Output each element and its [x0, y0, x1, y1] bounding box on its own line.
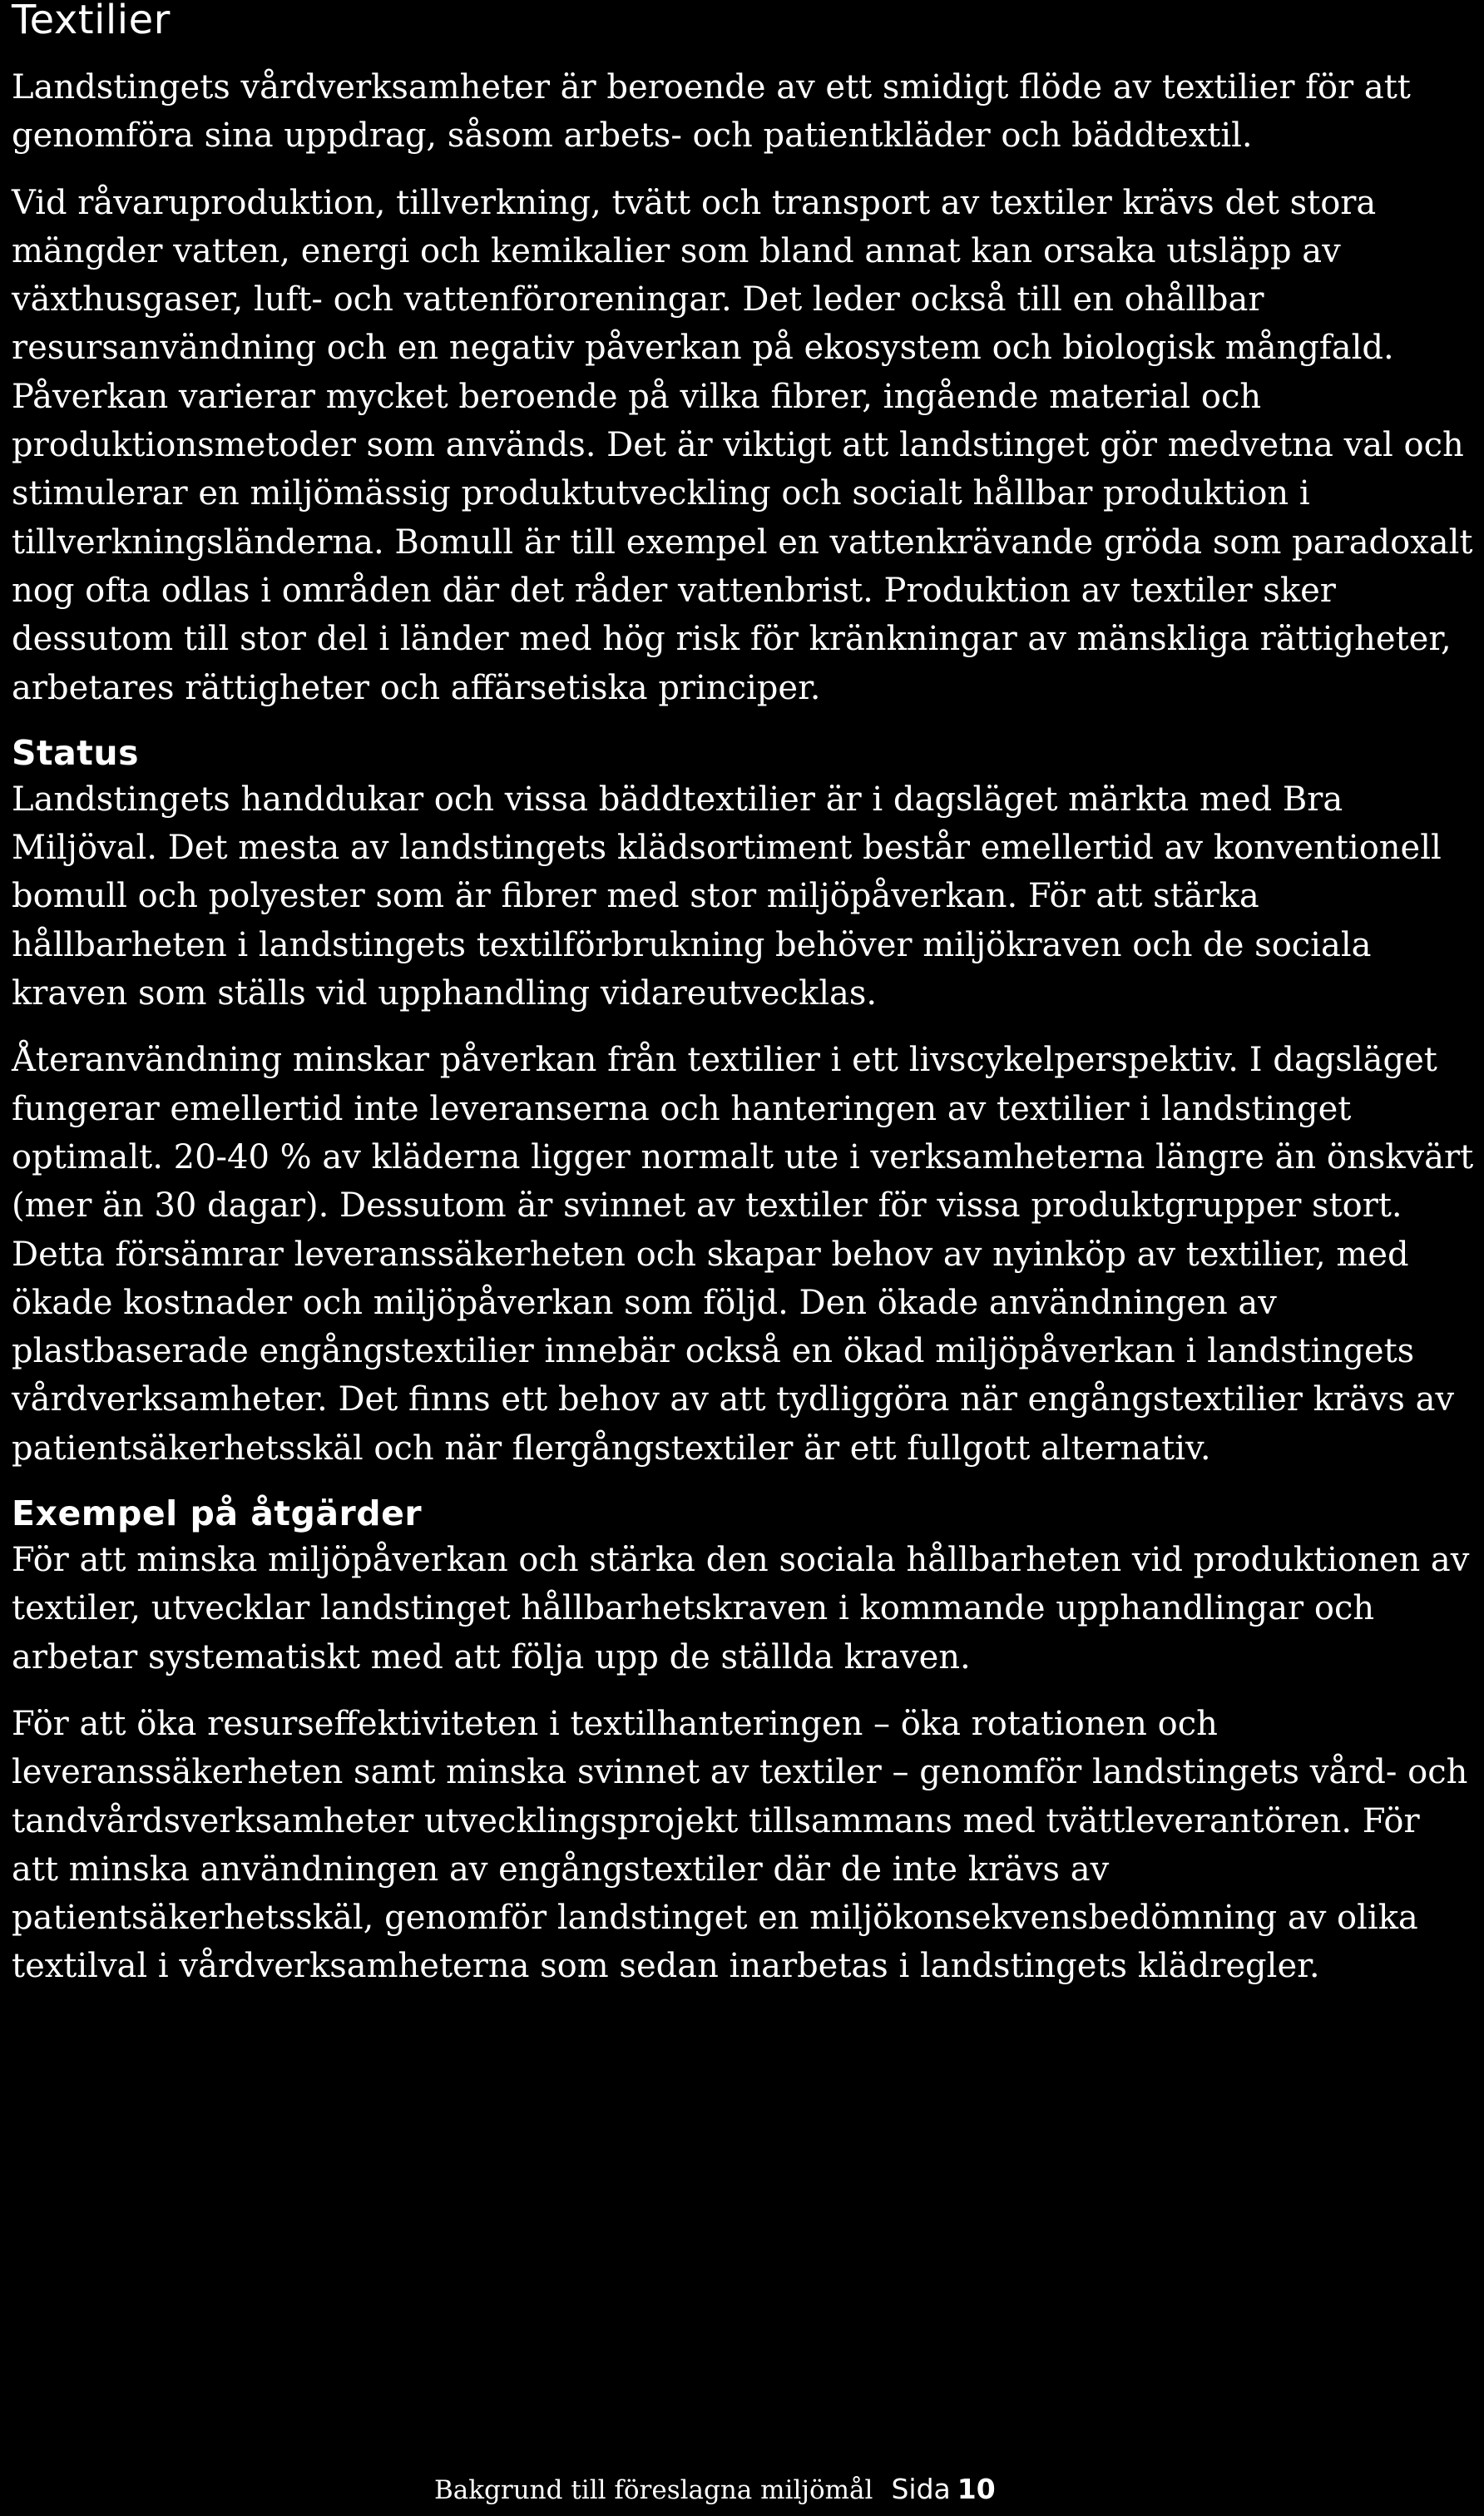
actions-heading: Exempel på åtgärder: [12, 1493, 423, 1534]
page-footer: [0, 2469, 1484, 2516]
footer-inner: [434, 2469, 996, 2510]
status-paragraph-1: Landstingets handdukar och vissa bäddtextilier är i dagsläget märkta med Bra Miljöval. Det mesta av landstingets klädsortiment består emellertid av konventionell bomull och polyester som är fibrer med stor miljöpåverkan. För att stärka hållbarheten i landstingets textilförbrukning behöver miljökraven och de sociala kraven som ställs vid upphandling vidareutvecklas.: [12, 780, 1442, 1013]
actions-paragraph-1: För att minska miljöpåverkan och stärka den sociala hållbarheten vid produktionen av textiler, utvecklar landstinget hållbarhetskraven i kommande upphandlingar och arbetar systematiskt med att följa upp de ställda kraven.: [12, 1541, 1470, 1677]
intro-paragraph-2: Vid råvaruproduktion, tillverkning, tvätt och transport av textiler krävs det stora mängder vatten, energi och kemikalier som bland annat kan orsaka utsläpp av växthusgaser, luft- och vattenföroreningar. Det leder också till en ohållbar resursanvändning och en negativ påverkan på ekosystem och biologisk mångfald. Påverkan varierar mycket beroende på vilka fibrer, ingående material och produktionsmetoder som används. Det är viktigt att landstinget gör medvetna val och stimulerar en miljömässig produktutveckling och socialt hållbar produktion i tillverkningsländerna. Bomull är till exempel en vattenkrävande gröda som paradoxalt nog ofta odlas i områden där det råder vattenbrist. Produktion av textiler sker dessutom till stor del i länder med hög risk för kränkningar av mänskliga rättigheter, arbetares rättigheter och affärsetiska principer.: [12, 183, 1473, 707]
status-heading: Status: [12, 732, 139, 773]
document-content: [12, 0, 1476, 1991]
page-title: Textilier: [12, 0, 171, 43]
footer-page-number: 10: [957, 2473, 996, 2505]
footer-document-title: Bakgrund till föreslagna miljömål: [434, 2475, 873, 2505]
status-paragraph-2: Återanvändning minskar påverkan från textilier i ett livscykelperspektiv. I dagsläget fungerar emellertid inte leveranserna och hanteringen av textilier i landstinget optimalt. 20-40 % av kläderna ligger normalt ute i verksamheterna längre än önskvärt (mer än 30 dagar). Dessutom är svinnet av textiler för vissa produktgrupper stort. Detta försämrar leveranssäkerheten och skapar behov av nyinköp av textilier, med ökade kostnader och miljöpåverkan som följd. Den ökade användningen av plastbaserade engångstextilier innebär också en ökad miljöpåverkan i landstingets vårdverksamheter. Det finns ett behov av att tydliggöra när engångstextilier krävs av patientsäkerhetsskäl och när flergångstextiler är ett fullgott alternativ.: [12, 1041, 1474, 1468]
footer-page-label: Sida: [891, 2473, 951, 2505]
intro-paragraph-1: Landstingets vårdverksamheter är beroende av ett smidigt flöde av textilier för att genomföra sina uppdrag, såsom arbets- och patientkläder och bäddtextil.: [12, 68, 1411, 156]
actions-paragraph-2: För att öka resurseffektiviteten i textilhanteringen – öka rotationen och leveranssäkerheten samt minska svinnet av textiler – genomför landstingets vård- och tandvårdsverksamheter utvecklingsprojekt tillsammans med tvättleverantören. För att minska användningen av engångstextiler där de inte krävs av patientsäkerhetsskäl, genomför landstinget en miljökonsekvensbedömning av olika textilval i vårdverksamheterna som sedan inarbetas i landstingets klädregler.: [12, 1704, 1468, 1986]
